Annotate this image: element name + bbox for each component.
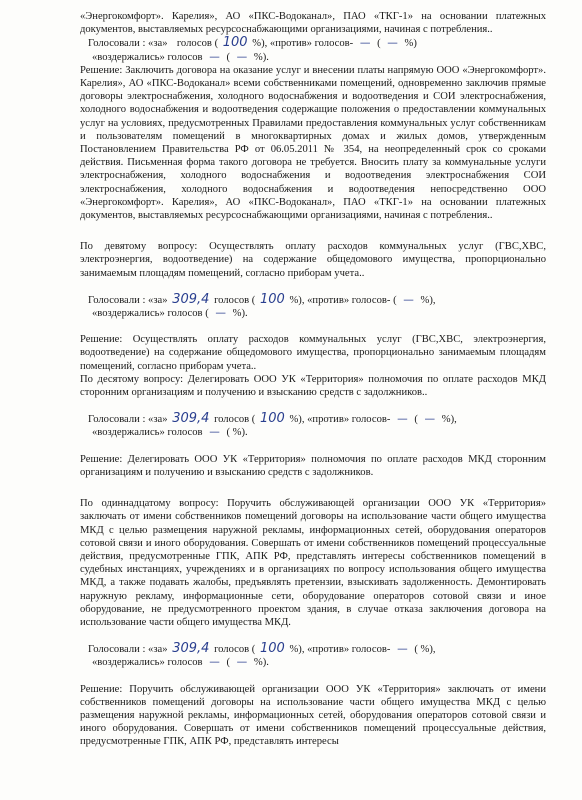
handwritten-against-votes: — bbox=[397, 643, 408, 656]
handwritten-za-percent: 100 bbox=[259, 411, 285, 427]
decision-10: Решение: Делегировать ООО УК «Территория» полномочия по оплате расходов МКД сторонним организациям и получению и взысканию средств с задолжников. bbox=[80, 453, 546, 478]
question-9: По девятому вопросу: Осуществлять оплату расходов коммунальных услуг (ГВС,ХВС, электроэнергия, водоотведение) на содержание общедомового имущества, пропорционально занимаемым площадям помещений, согласно приборам учета.. bbox=[80, 241, 546, 279]
handwritten-abstain-percent: — bbox=[236, 656, 248, 669]
vote-line-2: «воздержались» голосов ( — %). bbox=[92, 307, 248, 320]
decision-9: Решение: Осуществлять оплату расходов коммунальных услуг (ГВС,ХВС, электроэнергия, водоотведение) на содержание общедомового имущества, пропорционально занимаемым площадям помещений, согласно приборам учета.. bbox=[80, 334, 546, 372]
handwritten-abstain-percent: — bbox=[236, 50, 248, 63]
handwritten-against-votes: — bbox=[397, 413, 408, 426]
handwritten-abstain-votes: — bbox=[209, 426, 220, 439]
vote-line-2: «воздержались» голосов — ( — %). bbox=[92, 656, 269, 669]
vote-line-1: Голосовали : «за» 309,4 голосов ( 100 %), «против» голосов- — ( — %), bbox=[88, 411, 457, 427]
question-11: По одиннадцатому вопросу: Поручить обслуживающей организации ООО УК «Территория» заключать от имени собственников помещений договоры на использование части общего имущества МКД с целью размещения наружной рекламы, информационных сетей, оборудования операторов сотовой связи и иного оборудования. Совершать от имени собственников помещений процессуальные действия, предусмотренные ГПК, АПК РФ, представлять интересы собственников помещений в судебных инстанциях, учреждениях и в организациях по вопросу использования общего имущества МКД, а также подавать жалобы, предъявлять претензии, взыскивать задолженность. Демонтировать наружную рекламу, информационные сети, оборудование операторов сотовой связи и иное оборудование, не предусмотренного проектом здания, в случае отказа заключения договора на использование части общего имущества МКД. bbox=[80, 498, 546, 628]
vote-block-11 bbox=[80, 642, 546, 669]
vote-block-9 bbox=[80, 293, 546, 320]
handwritten-against-votes: — bbox=[359, 37, 371, 50]
vote-line-1: Голосовали : «за» голосов ( 100 %), «против» голосов- — ( — %) bbox=[88, 35, 417, 51]
handwritten-za-votes: 309,4 bbox=[172, 641, 210, 657]
decision-8: Решение: Заключить договора на оказание услуг и внесении платы напрямую ООО «Энергокомфорт». Карелия», АО «ПКС-Водоканал» всеми собственниками помещений, одновременно заключив прямые договоры электроснабжения, холодного водоснабжения и водоотведения и СОИ электроснабжения, холодного водоснабжения и водоотведения содержащие положения о предоставлении коммунальных услуг на условиях, предусмотренных Правилами предоставления коммунальных услуг собственникам и пользователям помещений в многоквартирных домах и жилых домов, утвержденным Постановлением Правительства РФ от 06.05.2011 № 354, на неопределенный срок со сроками действия. Письменная форма такого договора не требуется. Вносить плату за коммунальные услуги электроснабжения, холодного водоснабжения и водоотведения электроснабжения СОИ электроснабжения, холодного водоснабжения и водоотведения непосредственно ООО «Энергокомфорт». Карелия», АО «ПКС-Водоканал», ПАО «ТКГ-1» на основании платежных документов, выставляемых ресурсоснабжающими организациями, начиная с потребления.. bbox=[80, 64, 546, 222]
handwritten-za-votes: 309,4 bbox=[172, 411, 210, 427]
handwritten-za-percent: 100 bbox=[259, 291, 285, 307]
handwritten-against-percent: — bbox=[424, 413, 436, 426]
vote-line-1: Голосовали : «за» 309,4 голосов ( 100 %), «против» голосов- ( — %), bbox=[88, 291, 436, 307]
vote-line-2: «воздержались» голосов — ( — %). bbox=[92, 50, 269, 63]
vote-line-2: «воздержались» голосов — ( %). bbox=[92, 426, 248, 439]
handwritten-abstain-votes: — bbox=[209, 50, 220, 63]
handwritten-abstain-votes: — bbox=[209, 656, 220, 669]
question-10: По десятому вопросу: Делегировать ООО УК «Территория» полномочия по оплате расходов МКД сторонним организациям и получению и взысканию средств с задолжников.. bbox=[80, 373, 546, 399]
vote-block-8 bbox=[80, 36, 546, 63]
handwritten-za-percent: 100 bbox=[222, 35, 248, 51]
intro-paragraph: «Энергокомфорт». Карелия», АО «ПКС-Водоканал», ПАО «ТКГ-1» на основании платежных документов, выставляемых ресурсоснабжающими организациями, начиная с потребления.. bbox=[80, 11, 546, 36]
decision-11: Решение: Поручить обслуживающей организации ООО УК «Территория» заключать от имени собственников помещений договоры на использование части общего имущества МКД с целью размещения наружной рекламы, информационных сетей, оборудования операторов сотовой связи и иного оборудования. Совершать от имени собственников помещений процессуальные действия, предусмотренные ГПК, АПК РФ, представлять интересы bbox=[80, 683, 546, 748]
vote-line-1: Голосовали : «за» 309,4 голосов ( 100 %), «против» голосов- — ( %), bbox=[88, 641, 436, 657]
handwritten-abstain-percent: — bbox=[215, 307, 226, 320]
handwritten-za-votes: 309,4 bbox=[172, 291, 210, 307]
handwritten-against-percent: — bbox=[387, 37, 398, 50]
handwritten-against-percent: — bbox=[403, 293, 414, 306]
vote-block-10 bbox=[80, 412, 546, 439]
handwritten-za-percent: 100 bbox=[259, 641, 285, 657]
